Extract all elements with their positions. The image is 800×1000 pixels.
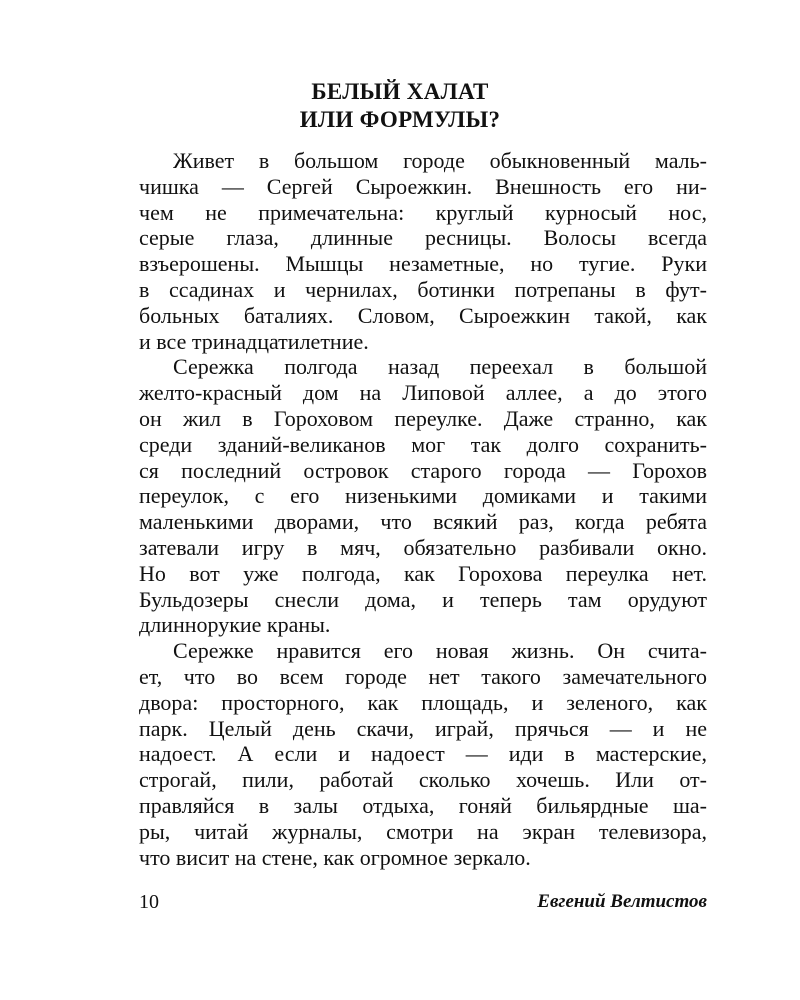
text-line: и все тринадцатилетние. <box>139 328 369 354</box>
text-line: он жил в Гороховом переулке. Даже странно, как <box>139 405 707 431</box>
text-line: среди зданий-великанов мог так долго сохранить- <box>139 431 707 457</box>
text-line: в ссадинах и чернилах, ботинки потрепаны в фут- <box>139 276 707 302</box>
text-line: строгай, пили, работай сколько хочешь. Или от- <box>139 767 707 793</box>
text-line: что висит на стене, как огромное зеркало. <box>139 844 531 870</box>
text-line: больных баталиях. Словом, Сыроежкин такой, как <box>139 302 707 328</box>
text-line: правляйся в залы отдыха, гоняй бильярдные ша- <box>139 792 707 818</box>
text-line: Бульдозеры снесли дома, и теперь там орудуют <box>139 586 707 612</box>
page-number: 10 <box>139 891 159 913</box>
chapter-title-line-1: БЕЛЫЙ ХАЛАТ <box>311 79 489 104</box>
text-line: надоест. А если и надоест — иди в мастерские, <box>139 741 707 767</box>
text-line: ся последний островок старого города — Горохов <box>139 457 707 483</box>
author-name: Евгений Велтистов <box>537 891 707 912</box>
text-line: парк. Целый день скачи, играй, прячься — и не <box>139 715 707 741</box>
text-line: Сережка полгода назад переехал в большой <box>173 354 707 380</box>
text-line: ет, что во всем городе нет такого замечательного <box>139 663 707 689</box>
text-line: взъерошены. Мышцы незаметные, но тугие. Руки <box>139 251 707 277</box>
text-line: Но вот уже полгода, как Горохова переулка нет. <box>139 560 707 586</box>
text-line: Живет в большом городе обыкновенный маль- <box>173 148 707 173</box>
text-line: переулок, с его низенькими домиками и такими <box>139 483 707 509</box>
text-line: ры, читай журналы, смотри на экран телевизора, <box>139 818 707 844</box>
chapter-title-line-2: ИЛИ ФОРМУЛЫ? <box>299 107 501 132</box>
text-line: серые глаза, длинные ресницы. Волосы всегда <box>139 225 707 251</box>
text-line: затевали игру в мяч, обязательно разбивали окно. <box>139 534 707 560</box>
text-line: маленькими дворами, что всякий раз, когда ребята <box>139 509 707 535</box>
text-line: Сережке нравится его новая жизнь. Он счита- <box>173 638 707 664</box>
text-line: длиннорукие краны. <box>139 612 331 638</box>
text-line: чишка — Сергей Сыроежкин. Внешность его ни- <box>139 173 707 199</box>
chapter-title <box>0 78 800 134</box>
text-line: желто-красный дом на Липовой аллее, а до этого <box>139 380 707 406</box>
text-line: двора: просторного, как площадь, и зеленого, как <box>139 689 707 715</box>
text-line: чем не примечательна: круглый курносый нос, <box>139 199 707 225</box>
body-text <box>139 148 707 870</box>
